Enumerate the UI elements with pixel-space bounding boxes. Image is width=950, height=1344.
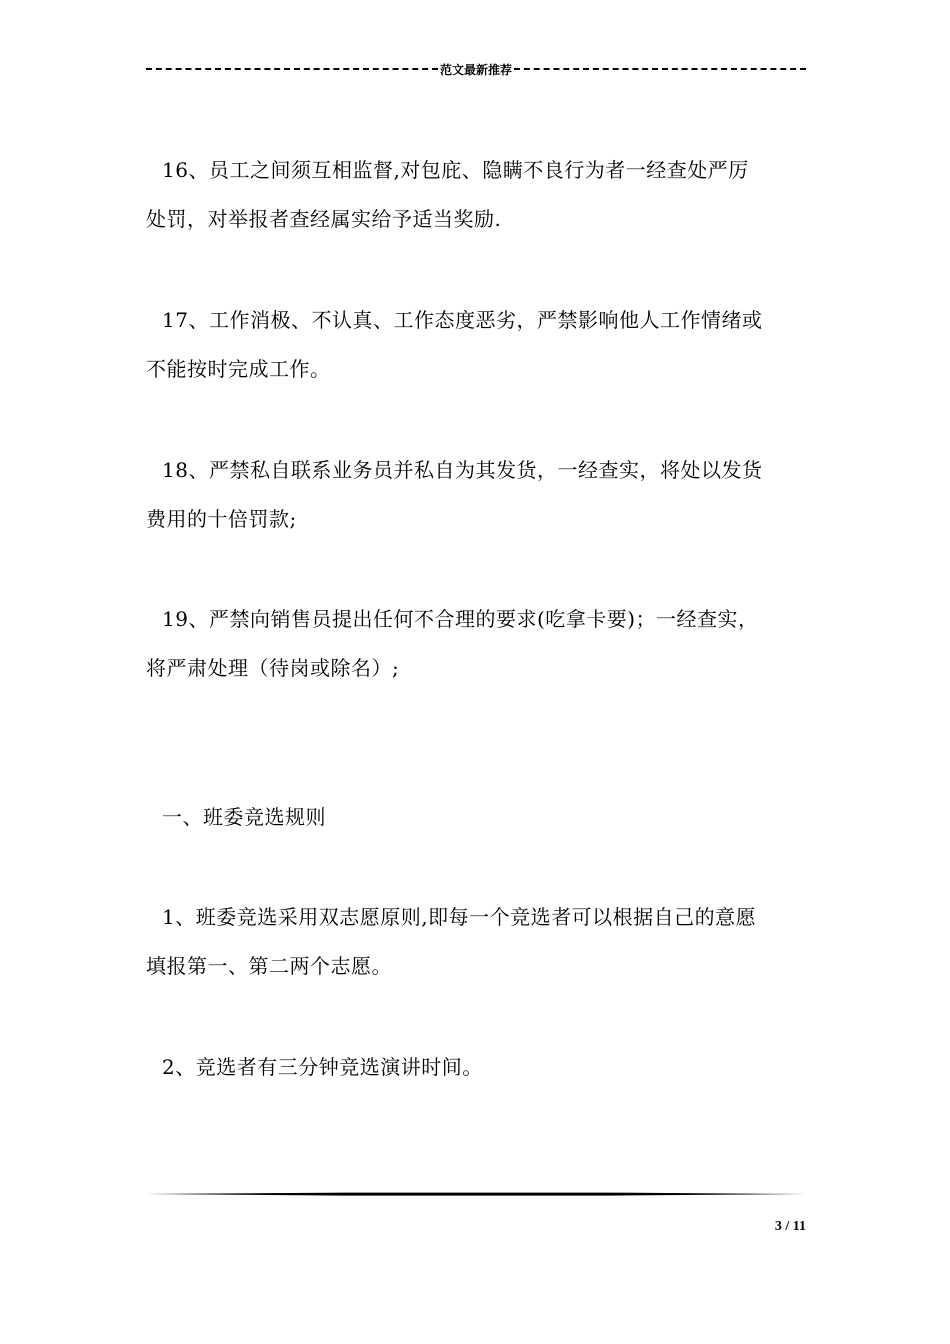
paragraph-18 — [146, 446, 810, 544]
paragraph-16-line1: 16、员工之间须互相监督,对包庇、隐瞒不良行为者一经查处严厉 — [162, 158, 749, 182]
paragraph-19 — [146, 595, 810, 693]
paragraph-18-line2: 费用的十倍罚款; — [146, 507, 297, 531]
rule-1-line1: 1、班委竞选采用双志愿原则,即每一个竞选者可以根据自己的意愿 — [162, 905, 757, 929]
header-dashes-left — [146, 68, 438, 70]
section-heading-text: 一、班委竞选规则 — [162, 805, 326, 829]
paragraph-16 — [146, 146, 810, 244]
paragraph-18-line1: 18、严禁私自联系业务员并私自为其发货，一经查实，将处以发货 — [162, 458, 763, 482]
paragraph-17-line1: 17、工作消极、不认真、工作态度恶劣，严禁影响他人工作情绪或 — [162, 308, 763, 332]
header-dashes-right — [514, 68, 806, 70]
paragraph-16-line2: 处罚，对举报者查经属实给予适当奖励. — [146, 207, 502, 231]
page-header — [146, 58, 806, 80]
paragraph-19-line1: 19、严禁向销售员提出任何不合理的要求(吃拿卡要)；一经查实， — [162, 607, 759, 631]
footer-divider — [146, 1192, 806, 1196]
rule-1 — [146, 893, 810, 991]
rule-2-line1: 2、竞选者有三分钟竞选演讲时间。 — [162, 1055, 483, 1079]
paragraph-17-line2: 不能按时完成工作。 — [146, 357, 331, 381]
header-title: 范文最新推荐 — [440, 62, 513, 77]
rule-2 — [146, 1043, 810, 1092]
paragraph-19-line2: 将严肃处理（待岗或除名）; — [146, 656, 400, 680]
rule-1-line2: 填报第一、第二两个志愿。 — [146, 954, 392, 978]
paragraph-17 — [146, 296, 810, 394]
section-heading — [146, 793, 810, 842]
page-number: 3 / 11 — [774, 1219, 806, 1234]
